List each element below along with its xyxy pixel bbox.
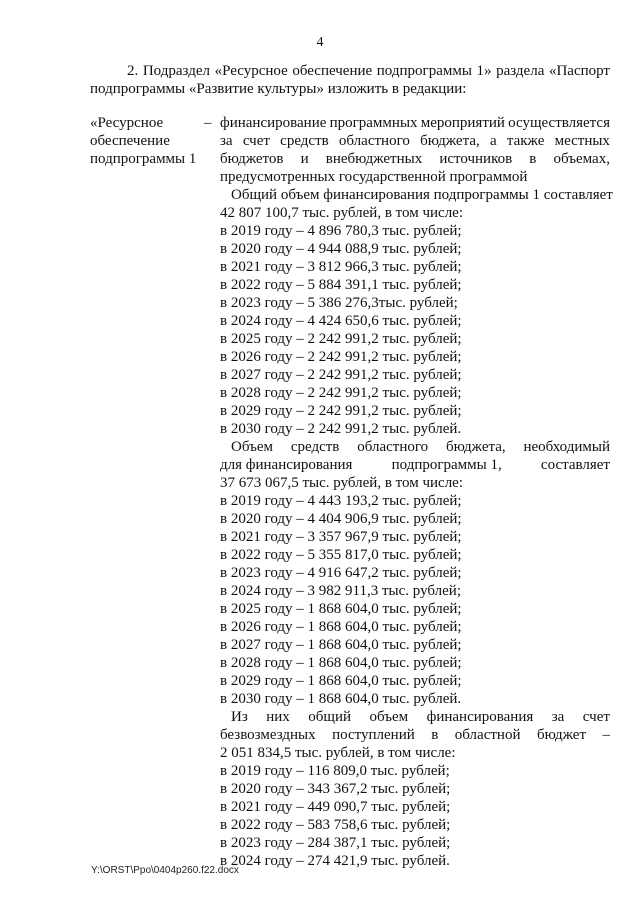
resource-label-cell	[90, 114, 200, 168]
resource-label-line: «Ресурсное	[90, 115, 164, 131]
regional-year-line: в 2022 году – 5 355 817,0 тыс. рублей;	[220, 547, 462, 563]
total-year-line: в 2030 году – 2 242 991,2 тыс. рублей.	[220, 421, 462, 437]
regional-year-line: в 2028 году – 1 868 604,0 тыс. рублей;	[220, 655, 462, 671]
grants-year-line: в 2023 году – 284 387,1 тыс. рублей;	[220, 835, 451, 851]
regional-year-line: в 2024 году – 3 982 911,3 тыс. рублей;	[220, 583, 461, 599]
word: внебюджетных	[325, 151, 423, 167]
word: составляет	[540, 457, 610, 473]
regional-year-line: в 2027 году – 1 868 604,0 тыс. рублей;	[220, 637, 462, 653]
word: объем	[369, 709, 409, 725]
total-year-line: в 2025 году – 2 242 991,2 тыс. рублей;	[220, 331, 462, 347]
general-text-line	[220, 150, 610, 168]
word: за	[220, 133, 233, 149]
resource-label-line: подпрограммы 1	[90, 151, 197, 167]
word: них	[266, 709, 290, 725]
word: подпрограммы 1,	[391, 457, 502, 473]
total-funding-heading: Общий объем финансирования подпрограммы 1 составляет	[231, 187, 613, 203]
general-text-line: предусмотренных государственной программой	[220, 169, 528, 185]
word: финансирование	[220, 115, 327, 131]
total-year-line: в 2023 году – 5 386 276,3тыс. рублей;	[220, 295, 458, 311]
intro-text: 2. Подраздел «Ресурсное обеспечение подпрограммы 1» раздела «Паспорт подпрограммы «Развитие культуры» изложить в редакции:	[90, 63, 610, 97]
word: счет	[242, 133, 270, 149]
grants-funding-heading	[220, 726, 610, 744]
total-year-line: в 2022 году – 5 884 391,1 тыс. рублей;	[220, 277, 462, 293]
word: мероприятий	[420, 115, 505, 131]
cell-separator-dash: –	[204, 115, 212, 131]
word: объемах,	[553, 151, 610, 167]
word: безвозмездных	[220, 727, 316, 743]
word: источников	[439, 151, 513, 167]
word: поступлений	[332, 727, 415, 743]
regional-year-line: в 2023 году – 4 916 647,2 тыс. рублей;	[220, 565, 462, 581]
total-funding-amount: 42 807 100,7 тыс. рублей, в том числе:	[220, 205, 464, 221]
total-year-line: в 2021 году – 3 812 966,3 тыс. рублей;	[220, 259, 462, 275]
total-year-line: в 2019 году – 4 896 780,3 тыс. рублей;	[220, 223, 462, 239]
grants-year-line: в 2021 году – 449 090,7 тыс. рублей;	[220, 799, 451, 815]
general-text-line	[220, 114, 610, 132]
word: финансирования	[426, 709, 534, 725]
word: средств	[280, 133, 329, 149]
word: за	[551, 709, 565, 725]
word: –	[602, 727, 610, 743]
word: бюджетов	[220, 151, 284, 167]
word: а	[489, 133, 497, 149]
grants-funding-amount: 2 051 834,5 тыс. рублей, в том числе:	[220, 745, 456, 761]
word: местных	[554, 133, 610, 149]
word: бюджета,	[445, 439, 506, 455]
word: необходимый	[523, 439, 610, 455]
word: программных	[329, 115, 418, 131]
word: областной	[454, 727, 521, 743]
grants-funding-heading	[220, 708, 610, 726]
total-year-line: в 2029 году – 2 242 991,2 тыс. рублей;	[220, 403, 462, 419]
grants-year-line: в 2022 году – 583 758,6 тыс. рублей;	[220, 817, 451, 833]
grants-year-line: в 2019 году – 116 809,0 тыс. рублей;	[220, 763, 450, 779]
word: общий	[308, 709, 352, 725]
total-year-line: в 2024 году – 4 424 650,6 тыс. рублей;	[220, 313, 462, 329]
word: и	[300, 151, 309, 167]
grants-year-line: в 2020 году – 343 367,2 тыс. рублей;	[220, 781, 451, 797]
word: в	[529, 151, 537, 167]
regional-year-line: в 2026 году – 1 868 604,0 тыс. рублей;	[220, 619, 462, 635]
page-number: 4	[316, 35, 324, 50]
word: бюджет	[536, 727, 587, 743]
word: Объем	[231, 439, 273, 455]
word: также	[506, 133, 545, 149]
regional-year-line: в 2029 году – 1 868 604,0 тыс. рублей;	[220, 673, 462, 689]
regional-funding-heading	[220, 438, 610, 456]
regional-year-line: в 2019 году – 4 443 193,2 тыс. рублей;	[220, 493, 462, 509]
grants-year-line: в 2024 году – 274 421,9 тыс. рублей.	[220, 853, 450, 869]
resource-label-line: обеспечение	[90, 133, 170, 149]
intro-paragraph	[90, 62, 610, 98]
word: Из	[231, 709, 248, 725]
word: в	[431, 727, 439, 743]
word: для финансирования	[220, 457, 353, 473]
word: средств	[290, 439, 340, 455]
regional-year-line: в 2021 году – 3 357 967,9 тыс. рублей;	[220, 529, 462, 545]
word: осуществляется	[508, 115, 610, 131]
regional-funding-amount: 37 673 067,5 тыс. рублей, в том числе:	[220, 475, 464, 491]
word: счет	[582, 709, 610, 725]
total-year-line: в 2020 году – 4 944 088,9 тыс. рублей;	[220, 241, 462, 257]
total-year-line: в 2026 году – 2 242 991,2 тыс. рублей;	[220, 349, 462, 365]
regional-year-line: в 2020 году – 4 404 906,9 тыс. рублей;	[220, 511, 462, 527]
word: областного	[357, 439, 429, 455]
file-path-footer: Y:\ORST\Ppo\0404p260.f22.docx	[91, 865, 239, 876]
word: областного	[338, 133, 410, 149]
total-year-line: в 2028 году – 2 242 991,2 тыс. рублей;	[220, 385, 462, 401]
resource-content-cell	[220, 114, 613, 870]
regional-year-line: в 2025 году – 1 868 604,0 тыс. рублей;	[220, 601, 462, 617]
general-text-line	[220, 132, 610, 150]
total-year-line: в 2027 году – 2 242 991,2 тыс. рублей;	[220, 367, 462, 383]
word: бюджета,	[420, 133, 480, 149]
regional-year-line: в 2030 году – 1 868 604,0 тыс. рублей.	[220, 691, 462, 707]
regional-funding-heading	[220, 456, 610, 474]
